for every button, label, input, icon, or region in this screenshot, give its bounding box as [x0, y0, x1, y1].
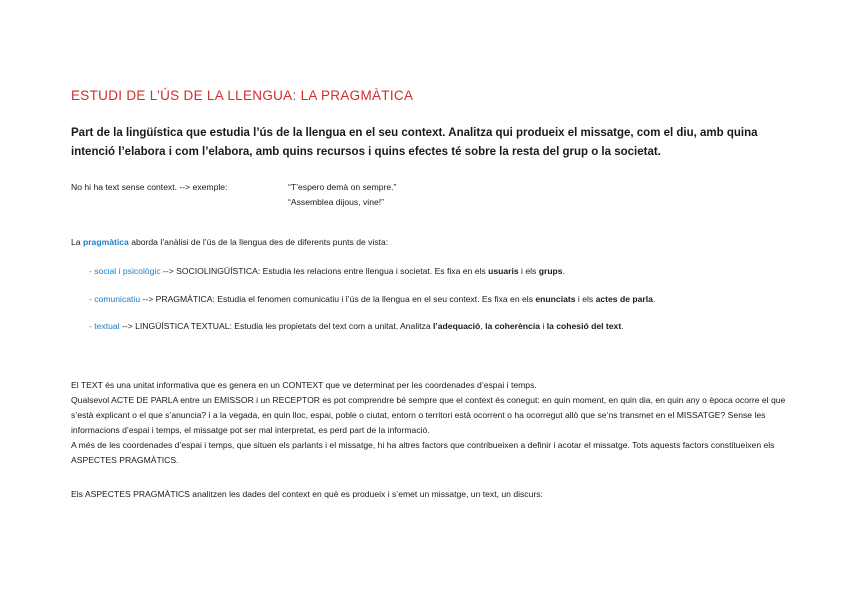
example-quote-1: “T’espero demà on sempre.” [288, 182, 397, 192]
context-paragraph [71, 378, 791, 468]
bullet-key: - comunicatiu [89, 294, 141, 304]
bullet-connector: i els [575, 294, 596, 304]
bullet-text: --> PRAGMÀTICA: Estudia el fenomen comunicatiu i l’ús de la llengua en el seu context. Es fixa en els [140, 294, 536, 304]
bullet-end: . [621, 321, 624, 331]
intro-paragraph: Part de la lingüística que estudia l’ús de la llengua en el seu context. Analitza qui produeix el missatge, com el diu, amb quina intenció l’elabora i com l’elabora, amb quins recursos i quins efectes té sobre la resta del grup o la societat. [71, 127, 758, 158]
bullet-social [89, 264, 565, 279]
bullet-bold: usuaris [488, 266, 519, 276]
lead-sentence [71, 235, 388, 250]
lead-prefix: La [71, 237, 83, 247]
bullet-bold: la cohesió del text [546, 321, 622, 331]
bullet-comunicatiu [89, 292, 655, 307]
bullet-key: - social i psicològic [89, 266, 161, 276]
bullet-bold: grups [538, 266, 563, 276]
bullet-textual [89, 319, 624, 334]
paragraph-line: El TEXT és una unitat informativa que es genera en un CONTEXT que ve determinat per les coordenades d’espai i temps. [71, 380, 537, 390]
lead-term: pragmàtica [82, 237, 129, 247]
paragraph-line: Qualsevol ACTE DE PARLA entre un EMISSOR i un RECEPTOR es pot comprendre bé sempre que el context és conegut: en quin moment, en quin dia, en quin any o època ocorre el que s’està explicant o el que s’anuncia? i a la vegada, en quin lloc, espai, poble o ciutat, entorn o territori està ocorrent o ha ocorregut allò que se’ns transmet en el MISSATGE? Sense les informacions d’espai i temps, el missatge pot ser mal interpretat, es perd part de la informació. [71, 395, 786, 435]
bullet-connector: i els [518, 266, 539, 276]
bullet-text: --> SOCIOLINGÜÍSTICA: Estudia les relacions entre llengua i societat. Es fixa en els [160, 266, 489, 276]
bullet-bold: enunciats [535, 294, 576, 304]
bullet-connector: , [480, 321, 486, 331]
bullet-key: - textual [89, 321, 120, 331]
paragraph-line: A més de les coordenades d’espai i temps, que situen els parlants i el missatge, hi ha altres factors que contribueixen a definir i acotar el missatge. Tots aquests factors constitueixen els ASPECTES PRAGMÀTICS. [71, 440, 775, 465]
lead-suffix: aborda l’anàlisi de l’ús de la llengua des de diferents punts de vista: [128, 237, 389, 247]
bullet-text: --> LINGÜÍSTICA TEXTUAL: Estudia les propietats del text com a unitat. Analitza [119, 321, 433, 331]
closing-paragraph: Els ASPECTES PRAGMÀTICS analitzen les dades del context en què es produeix i s’emet un missatge, un text, un discurs: [71, 489, 543, 499]
example-quote-2: “Assemblea dijous, vine!” [288, 197, 385, 207]
bullet-bold: l’adequació [433, 321, 481, 331]
bullet-end: . [652, 294, 656, 304]
example-label: No hi ha text sense context. --> exemple: [71, 182, 228, 192]
bullet-end: . [562, 266, 565, 276]
bullet-bold: actes de parla [595, 294, 653, 304]
bullet-bold: la coherència [485, 321, 540, 331]
example-quotes [288, 180, 396, 210]
bullet-connector: i [540, 321, 547, 331]
document-title: ESTUDI DE L’ÚS DE LA LLENGUA: LA PRAGMÀTICA [71, 88, 414, 103]
